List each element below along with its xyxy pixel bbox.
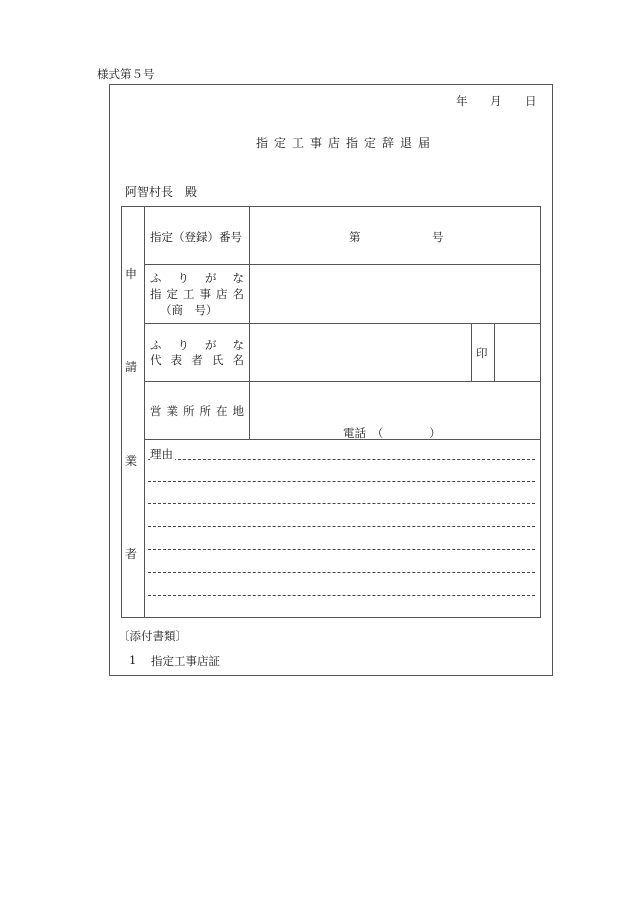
rep-label-char: 名 [232,353,244,367]
attachment-item-number: 1 [129,653,137,667]
rep-furigana-char: ふ [150,338,162,352]
shop-furigana-char: な [232,271,244,285]
rep-furigana-char: が [205,338,217,352]
date-year-label: 年 [456,94,468,108]
table-right-border [540,206,541,618]
rep-label-char: 氏 [211,353,224,367]
form-frame [109,84,553,676]
representative-furigana [150,337,244,353]
shop-label-char: 工 [183,287,195,301]
rep-label-char: 者 [191,353,203,367]
table-left-border [121,206,122,618]
registration-number-prefix: 第 [349,230,361,244]
shop-label-char: 店 [216,287,228,301]
address-label-char: 所 [199,404,211,418]
addressee: 阿智村長 殿 [125,185,198,199]
row-divider-3 [144,381,541,382]
applicant-column-divider [144,206,145,618]
address-label-char: 所 [183,404,195,418]
reason-line-3[interactable] [148,503,535,504]
date-day-label: 日 [525,94,537,108]
shop-furigana-char: が [205,271,217,285]
address-label-char: 在 [216,404,228,418]
date-month-label: 月 [490,94,502,108]
registration-number-suffix: 号 [432,230,444,244]
shop-name-input[interactable] [251,266,539,322]
address-label-char: 営 [150,404,162,418]
address-label-char: 業 [166,404,178,418]
shop-name-label [150,286,244,302]
applicant-label-char-3: 業 [124,454,137,468]
attachment-item-text: 指定工事店証 [151,654,220,668]
representative-label [150,352,244,368]
reason-line-2[interactable] [148,481,535,482]
table-bottom-border [121,617,541,618]
applicant-label-char-4: 者 [124,547,137,561]
seal-box[interactable] [496,325,539,380]
shop-name-sublabel: （商 号） [160,303,218,317]
reason-line-7[interactable] [148,595,535,596]
form-number: 様式第５号 [97,67,155,81]
registration-number-input[interactable] [371,214,426,256]
registration-number-label: 指定（登録）番号 [150,230,242,244]
applicant-label-char-2: 請 [124,360,137,374]
shop-label-char: 定 [166,287,178,301]
reason-line-6[interactable] [148,572,535,573]
reason-label: 理由 [150,447,173,461]
reason-line-4[interactable] [148,526,535,527]
shop-furigana-char: ふ [150,271,162,285]
shop-label-char: 名 [232,287,244,301]
row-divider-2 [144,323,541,324]
seal-right-divider [494,323,495,381]
document-title: 指定工事店指定辞退届 [256,136,437,150]
applicant-label-char-1: 申 [124,267,137,281]
shop-label-char: 指 [150,287,162,301]
seal-left-divider [471,323,472,381]
rep-label-char: 代 [150,353,162,367]
representative-name-input[interactable] [251,325,470,380]
shop-furigana-char: り [177,271,189,285]
attachments-heading: 〔添付書類〕 [118,629,187,643]
address-label-char: 地 [232,404,244,418]
shop-name-furigana [150,270,244,286]
address-label [150,403,244,419]
shop-label-char: 事 [199,287,211,301]
rep-furigana-char: り [177,338,189,352]
reason-line-1[interactable] [148,459,535,460]
rep-furigana-char: な [232,338,244,352]
reason-line-5[interactable] [148,549,535,550]
phone-label: 電話 （ ） [343,426,441,440]
row-divider-1 [144,264,541,265]
rep-label-char: 表 [170,353,183,367]
address-input[interactable] [251,383,539,421]
seal-label: 印 [476,346,488,360]
table-top-border [121,206,541,207]
